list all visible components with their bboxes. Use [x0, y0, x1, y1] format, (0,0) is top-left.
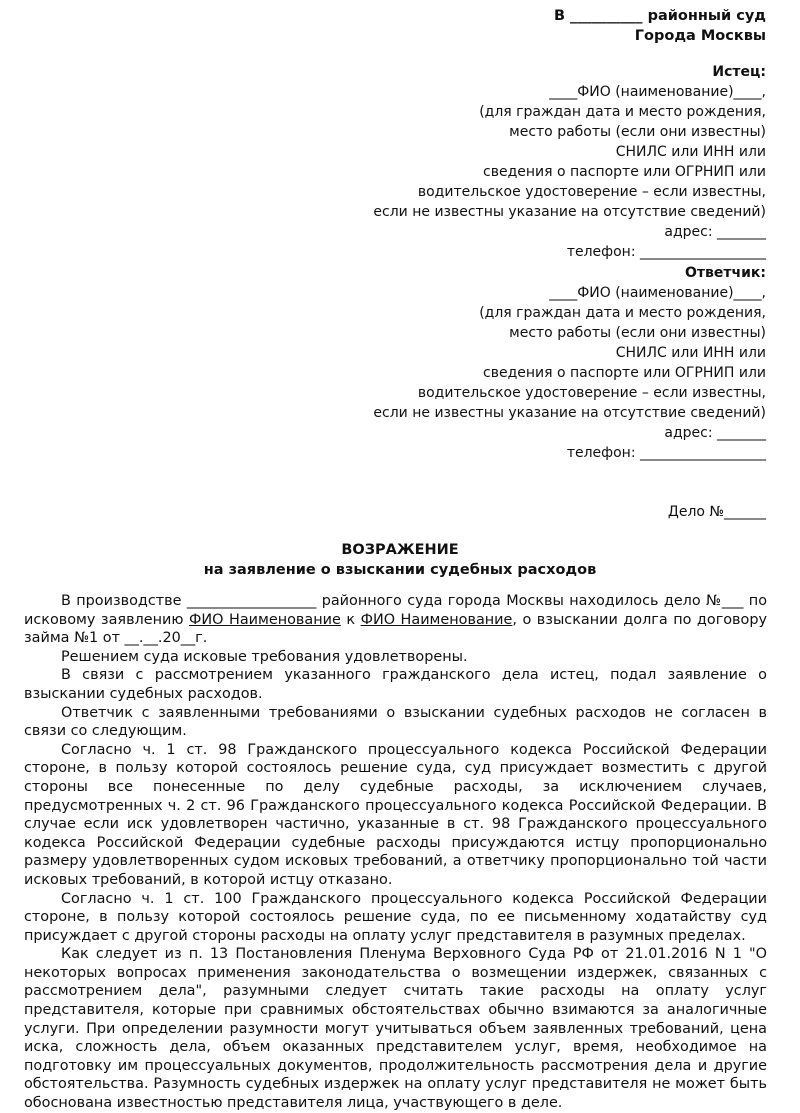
defendant-phone: телефон: __________________ [566, 445, 766, 461]
paragraph-7: Как следует из п. 13 Постановления Пленума Верховного Суда РФ от 21.01.2016 N 1 "О некоторых вопросах применения законодательства о возмещении издержек, связанных с рассмотрением дела", разумными следует считать такие расходы на оплату услуг представителя, которые при сравнимых обстоятельствах обычно взимаются за аналогичные услуги. При определении разумности могут учитываться объем заявленных требований, цена иска, сложность дела, объем оказанных представителем услуг, время, необходимое на подготовку им процессуальных документов, продолжительность рассмотрения дела и другие обстоятельства. Разумность судебных издержек на оплату услуг представителя не может быть обоснована известностью представителя лица, участвующего в деле. [24, 946, 767, 1112]
title-main: ВОЗРАЖЕНИЕ [341, 542, 459, 558]
plaintiff-line: (для граждан дата и место рождения, [479, 104, 766, 120]
defendant-line: СНИЛС или ИНН или [615, 345, 766, 361]
plaintiff-line: СНИЛС или ИНН или [615, 144, 766, 160]
defendant-name-line: ____ФИО (наименование)____, [549, 285, 766, 301]
plaintiff-line: место работы (если они известны) [509, 124, 766, 140]
defendant-address: адрес: _______ [664, 425, 766, 441]
p1-text-a: В производстве __________________ районного суда города Москвы находилось дело №___ по исковому заявлению [24, 593, 767, 628]
court-line-1: В __________ районный суд [553, 8, 766, 24]
court-header [554, 6, 766, 46]
defendant-line: (для граждан дата и место рождения, [479, 305, 766, 321]
plaintiff-line: сведения о паспорте или ОГРНИП или [483, 164, 766, 180]
plaintiff-name-line: ____ФИО (наименование)____, [549, 84, 766, 100]
paragraph-2: Решением суда исковые требования удовлетворены. [61, 648, 468, 665]
plaintiff-heading: Истец: [712, 64, 766, 80]
defendant-line: место работы (если они известны) [509, 325, 766, 341]
defendant-name-ref: ФИО Наименование [360, 611, 513, 628]
plaintiff-block [373, 62, 766, 262]
defendant-line: водительское удостоверение – если известны, [417, 385, 766, 401]
paragraph-5: Согласно ч. 1 ст. 98 Гражданского процессуального кодекса Российской Федерации стороне, в пользу которой состоялось решение суда, суд присуждает возместить с другой стороны все понесенные по делу судебные расходы, за исключением случаев, предусмотренных ч. 2 ст. 96 Гражданского процессуального кодекса Российской Федерации. В случае если иск удовлетворен частично, указанные в ст. 98 Гражданского процессуального кодекса Российской Федерации судебные расходы присуждаются истцу пропорционально размеру удовлетворенных судом исковых требований, а ответчику пропорционально той части исковых требований, в которой истцу отказано. [24, 741, 767, 888]
plaintiff-address: адрес: _______ [664, 224, 766, 240]
defendant-block [373, 263, 766, 463]
defendant-line: если не известны указание на отсутствие сведений) [373, 405, 766, 421]
paragraph-4: Ответчик с заявленными требованиями о взыскании судебных расходов не согласен в связи со следующим. [24, 704, 767, 740]
case-number: Дело №______ [667, 504, 766, 520]
p1-text-c: , о взыскании долга по договору займа №1 от __.__.20__г. [24, 611, 767, 647]
title-sub: на заявление о взыскании судебных расходов [203, 562, 597, 578]
court-line-2: Города Москвы [634, 28, 766, 44]
p1-text-b: к [340, 611, 361, 628]
plaintiff-line: если не известны указание на отсутствие сведений) [373, 204, 766, 220]
paragraph-1 [24, 592, 767, 648]
document-title [0, 540, 800, 580]
paragraph-6: Согласно ч. 1 ст. 100 Гражданского процессуального кодекса Российской Федерации стороне, в пользу которой состоялось решение суда, по ее письменному ходатайству суд присуждает с другой стороны расходы на оплату услуг представителя в разумных пределах. [24, 890, 767, 944]
defendant-heading: Ответчик: [684, 265, 766, 281]
plaintiff-line: водительское удостоверение – если известны, [417, 184, 766, 200]
paragraph-3: В связи с рассмотрением указанного гражданского дела истец, подал заявление о взыскании судебных расходов. [24, 667, 767, 702]
plaintiff-name-ref: ФИО Наименование [189, 611, 341, 628]
defendant-line: сведения о паспорте или ОГРНИП или [483, 365, 766, 381]
plaintiff-phone: телефон: __________________ [566, 244, 766, 260]
document-body [24, 592, 767, 1113]
